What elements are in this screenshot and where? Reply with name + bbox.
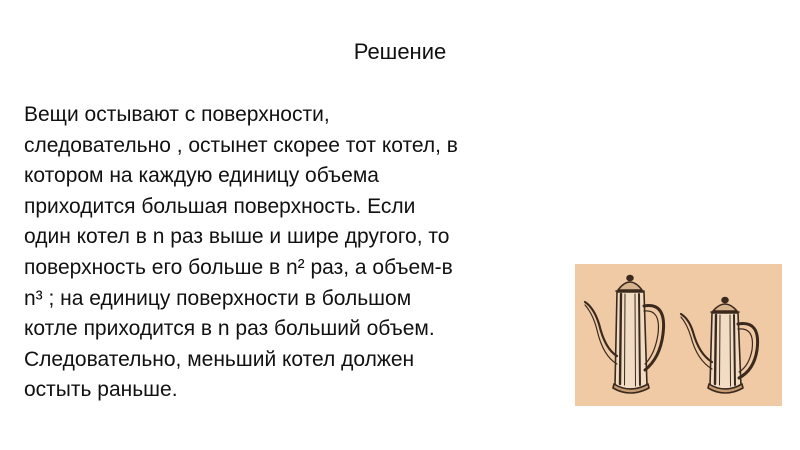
coffee-pots-illustration: [575, 264, 782, 406]
text-line: один котел в n раз выше и шире другого, то: [24, 225, 450, 249]
small-pot-icon: [681, 298, 758, 394]
coffee-pots-drawing: [575, 264, 782, 406]
large-pot-icon: [585, 276, 664, 394]
text-line: котором на каждую единицу объема: [24, 164, 379, 188]
text-line: остыть раньше.: [24, 378, 178, 402]
text-line: поверхность его больше в n² раз, а объем-в: [24, 255, 453, 279]
solution-text: [24, 100, 584, 406]
text-line: котле приходится в n раз больший объем.: [24, 317, 435, 341]
slide-title: Решение: [353, 39, 447, 64]
text-line: n³ ; на единицу поверхности в большом: [24, 286, 412, 310]
text-line: следовательно , остынет скорее тот котел, в: [24, 133, 458, 157]
text-line: Вещи остывают с поверхности,: [24, 103, 330, 126]
text-line: Следовательно, меньший котел должен: [24, 347, 415, 371]
text-line: приходится большая поверхность. Если: [24, 194, 416, 218]
